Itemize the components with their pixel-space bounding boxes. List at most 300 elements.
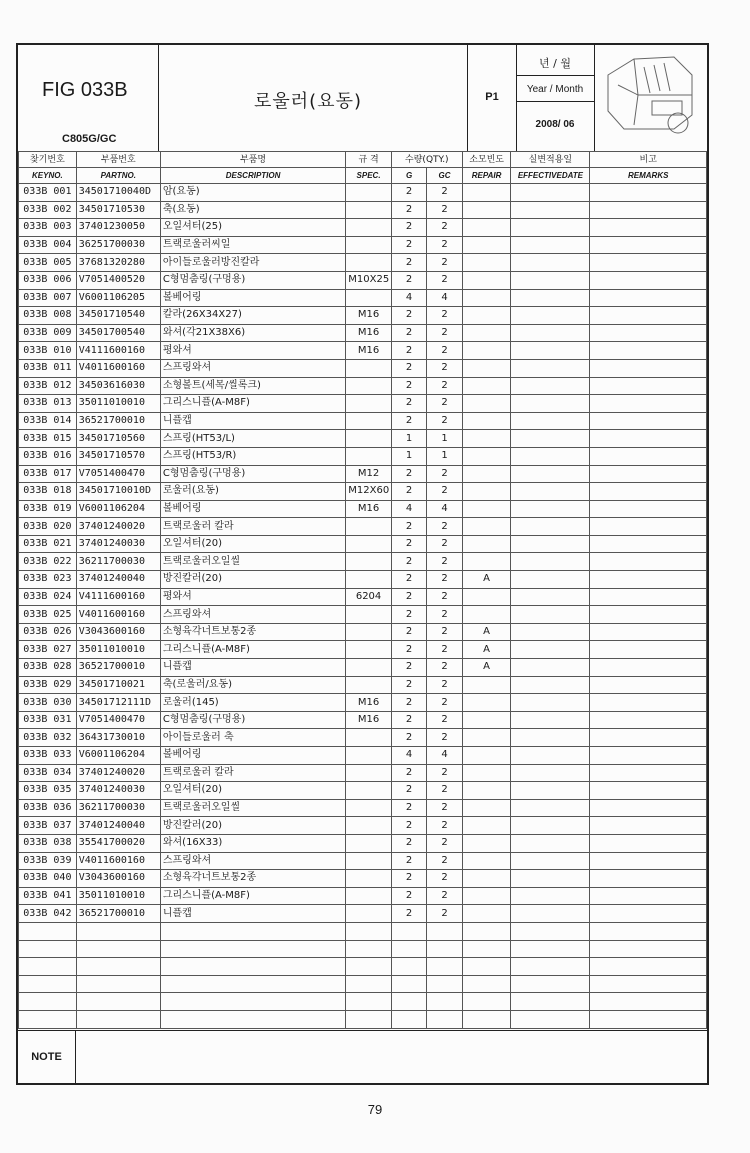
cell-effective-date [511, 465, 590, 483]
cell-spec: M16 [346, 694, 392, 712]
cell-part-no [76, 922, 160, 940]
key-prefix: 033B [23, 766, 48, 778]
cell-qty-gc: 2 [427, 694, 462, 712]
cell-key-no [19, 887, 77, 905]
cell-remarks [590, 271, 707, 289]
cell-repair [462, 676, 511, 694]
cell-part-no: V7051400470 [76, 711, 160, 729]
cell-key-no [19, 324, 77, 342]
cell-description: 그리스니플(A-M8F) [160, 887, 345, 905]
cell-description: 그리스니플(A-M8F) [160, 641, 345, 659]
cell-description: 니플캡 [160, 905, 345, 923]
cell-part-no: 36521700010 [76, 905, 160, 923]
cell-qty-gc: 2 [427, 184, 462, 202]
machine-illustration [594, 45, 709, 151]
cell-description [160, 922, 345, 940]
cell-qty-g: 4 [391, 289, 426, 307]
cell-part-no [76, 993, 160, 1011]
cell-qty-g: 2 [391, 606, 426, 624]
cell-description: 트랙로울러오일씰 [160, 799, 345, 817]
cell-qty-gc [427, 940, 462, 958]
key-number: 015 [53, 432, 72, 444]
cell-part-no: V6001106204 [76, 747, 160, 765]
cell-spec [346, 219, 392, 237]
key-number: 036 [53, 802, 72, 814]
cell-repair [462, 412, 511, 430]
key-prefix: 033B [23, 256, 48, 268]
cell-description: 와셔(16X33) [160, 834, 345, 852]
key-prefix: 033B [23, 239, 48, 251]
table-row [19, 535, 707, 553]
cell-part-no: 35011010010 [76, 887, 160, 905]
cell-key-no [19, 307, 77, 325]
cell-effective-date [511, 236, 590, 254]
key-prefix: 033B [23, 203, 48, 215]
cell-qty-g: 2 [391, 359, 426, 377]
col-remarks: REMARKS [590, 168, 707, 184]
table-row [19, 975, 707, 993]
cell-qty-g: 1 [391, 447, 426, 465]
cell-repair [462, 500, 511, 518]
cell-description: 오일셔터(20) [160, 782, 345, 800]
key-number: 041 [53, 890, 72, 902]
cell-qty-gc: 2 [427, 782, 462, 800]
key-number: 037 [53, 819, 72, 831]
parts-sheet [16, 43, 709, 1085]
cell-remarks [590, 852, 707, 870]
col-remarks-ko: 비고 [590, 152, 707, 168]
cell-qty-g: 2 [391, 483, 426, 501]
key-prefix: 033B [23, 872, 48, 884]
cell-qty-gc: 2 [427, 377, 462, 395]
cell-qty-gc: 2 [427, 817, 462, 835]
cell-part-no: 34501710010D [76, 483, 160, 501]
cell-remarks [590, 993, 707, 1011]
cell-repair [462, 887, 511, 905]
cell-key-no [19, 641, 77, 659]
key-prefix: 033B [23, 573, 48, 585]
cell-remarks [590, 483, 707, 501]
cell-effective-date [511, 975, 590, 993]
cell-description: 니플캡 [160, 412, 345, 430]
cell-part-no: 37401240040 [76, 571, 160, 589]
key-number: 032 [53, 731, 72, 743]
cell-description: 로울러(요동) [160, 483, 345, 501]
sheet-header [18, 45, 707, 152]
col-repair-ko: 소모빈도 [462, 152, 511, 168]
table-row [19, 289, 707, 307]
table-row [19, 483, 707, 501]
cell-qty-g: 4 [391, 747, 426, 765]
cell-qty-g: 2 [391, 342, 426, 360]
cell-spec [346, 184, 392, 202]
cell-part-no: 34501712111D [76, 694, 160, 712]
cell-repair [462, 694, 511, 712]
key-prefix: 033B [23, 344, 48, 356]
cell-remarks [590, 184, 707, 202]
year-month-ko: 년 / 월 [539, 57, 571, 70]
cell-effective-date [511, 905, 590, 923]
cell-key-no [19, 852, 77, 870]
cell-qty-g [391, 1010, 426, 1028]
cell-spec: M16 [346, 342, 392, 360]
cell-remarks [590, 236, 707, 254]
cell-part-no: V7051400520 [76, 271, 160, 289]
cell-spec [346, 747, 392, 765]
cell-part-no: 36211700030 [76, 553, 160, 571]
cell-repair [462, 483, 511, 501]
cell-effective-date [511, 447, 590, 465]
key-number: 039 [53, 854, 72, 866]
table-row [19, 817, 707, 835]
cell-description [160, 940, 345, 958]
cell-effective-date [511, 729, 590, 747]
cell-effective-date [511, 694, 590, 712]
key-prefix: 033B [23, 626, 48, 638]
cell-description: 스프링(HT53/L) [160, 430, 345, 448]
cell-remarks [590, 359, 707, 377]
key-prefix: 033B [23, 907, 48, 919]
cell-part-no: V3043600160 [76, 870, 160, 888]
cell-remarks [590, 342, 707, 360]
key-number: 024 [53, 590, 72, 602]
cell-qty-gc [427, 975, 462, 993]
cell-remarks [590, 324, 707, 342]
cell-description: 축(요동) [160, 201, 345, 219]
cell-key-no [19, 782, 77, 800]
cell-part-no: 37401240030 [76, 535, 160, 553]
cell-qty-gc: 2 [427, 483, 462, 501]
cell-qty-gc: 2 [427, 342, 462, 360]
cell-qty-g: 2 [391, 887, 426, 905]
cell-qty-g: 2 [391, 377, 426, 395]
cell-remarks [590, 764, 707, 782]
key-prefix: 033B [23, 186, 48, 198]
key-prefix: 033B [23, 538, 48, 550]
cell-repair [462, 588, 511, 606]
table-row [19, 747, 707, 765]
cell-remarks [590, 729, 707, 747]
cell-key-no [19, 377, 77, 395]
cell-qty-g: 2 [391, 711, 426, 729]
table-row [19, 694, 707, 712]
key-number: 002 [53, 203, 72, 215]
cell-description: 평와셔 [160, 588, 345, 606]
key-number: 013 [53, 397, 72, 409]
cell-key-no [19, 289, 77, 307]
cell-repair [462, 782, 511, 800]
table-row [19, 958, 707, 976]
cell-qty-gc: 2 [427, 219, 462, 237]
cell-qty-g: 2 [391, 817, 426, 835]
cell-key-no [19, 412, 77, 430]
note-row [18, 1030, 707, 1083]
year-month-en: Year / Month [526, 84, 584, 95]
cell-part-no: V4011600160 [76, 852, 160, 870]
cell-key-no [19, 764, 77, 782]
cell-qty-g: 2 [391, 676, 426, 694]
cell-spec: M12 [346, 465, 392, 483]
table-row [19, 940, 707, 958]
cell-qty-gc: 2 [427, 201, 462, 219]
cell-spec [346, 606, 392, 624]
cell-repair [462, 201, 511, 219]
cell-spec [346, 676, 392, 694]
table-row [19, 447, 707, 465]
cell-qty-g: 2 [391, 324, 426, 342]
cell-description: 스프링와셔 [160, 852, 345, 870]
key-number: 021 [53, 538, 72, 550]
cell-spec [346, 940, 392, 958]
cell-effective-date [511, 430, 590, 448]
cell-qty-gc: 2 [427, 571, 462, 589]
key-number: 030 [53, 696, 72, 708]
key-number: 001 [53, 186, 72, 198]
col-effective-ko: 실변적용일 [511, 152, 590, 168]
cell-qty-gc [427, 1010, 462, 1028]
cell-qty-g: 2 [391, 254, 426, 272]
key-prefix: 033B [23, 379, 48, 391]
cell-spec [346, 975, 392, 993]
table-row [19, 254, 707, 272]
col-qty-g: G [391, 168, 426, 184]
cell-effective-date [511, 412, 590, 430]
key-prefix: 033B [23, 696, 48, 708]
cell-description: 소형육각너트보통2종 [160, 870, 345, 888]
cell-repair [462, 940, 511, 958]
cell-part-no: 34503616030 [76, 377, 160, 395]
cell-description: 소형볼트(세목/씰록크) [160, 377, 345, 395]
key-number: 006 [53, 274, 72, 286]
cell-repair [462, 430, 511, 448]
cell-qty-gc [427, 993, 462, 1011]
cell-qty-g: 2 [391, 870, 426, 888]
cell-remarks [590, 395, 707, 413]
cell-spec [346, 834, 392, 852]
cell-qty-g: 2 [391, 588, 426, 606]
table-row [19, 588, 707, 606]
cell-spec: M16 [346, 324, 392, 342]
cell-spec [346, 289, 392, 307]
cell-effective-date [511, 940, 590, 958]
cell-remarks [590, 553, 707, 571]
cell-spec: M12X60 [346, 483, 392, 501]
cell-qty-g: 2 [391, 694, 426, 712]
table-row [19, 993, 707, 1011]
cell-description: 평와셔 [160, 342, 345, 360]
key-prefix: 033B [23, 678, 48, 690]
cell-repair [462, 535, 511, 553]
cell-part-no [76, 975, 160, 993]
cell-spec [346, 359, 392, 377]
col-effective: EFFECTIVEDATE [511, 168, 590, 184]
cell-part-no: 34501700540 [76, 324, 160, 342]
cell-qty-g: 2 [391, 729, 426, 747]
key-prefix: 033B [23, 608, 48, 620]
cell-key-no [19, 483, 77, 501]
cell-remarks [590, 289, 707, 307]
key-prefix: 033B [23, 291, 48, 303]
cell-remarks [590, 905, 707, 923]
parts-table [18, 151, 707, 1029]
cell-effective-date [511, 201, 590, 219]
cell-qty-g: 2 [391, 535, 426, 553]
cell-repair [462, 870, 511, 888]
cell-qty-gc: 2 [427, 236, 462, 254]
col-repair: REPAIR [462, 168, 511, 184]
cell-description: C형멈춤링(구멍용) [160, 271, 345, 289]
key-number: 009 [53, 327, 72, 339]
cell-description [160, 993, 345, 1011]
cell-part-no: 34501710040D [76, 184, 160, 202]
cell-description: 볼베어링 [160, 500, 345, 518]
cell-repair [462, 747, 511, 765]
cell-description: 아이들로울러방진칼라 [160, 254, 345, 272]
cell-remarks [590, 834, 707, 852]
cell-key-no [19, 465, 77, 483]
cell-qty-g: 2 [391, 852, 426, 870]
cell-spec [346, 201, 392, 219]
table-row [19, 377, 707, 395]
cell-spec [346, 447, 392, 465]
cell-key-no [19, 236, 77, 254]
key-prefix: 033B [23, 309, 48, 321]
cell-qty-g: 2 [391, 201, 426, 219]
table-row [19, 1010, 707, 1028]
cell-qty-gc: 2 [427, 711, 462, 729]
key-prefix: 033B [23, 502, 48, 514]
cell-key-no [19, 729, 77, 747]
cell-qty-gc: 2 [427, 905, 462, 923]
cell-repair [462, 395, 511, 413]
key-prefix: 033B [23, 731, 48, 743]
cell-part-no: V7051400470 [76, 465, 160, 483]
cell-description [160, 958, 345, 976]
table-row [19, 553, 707, 571]
key-number: 033 [53, 749, 72, 761]
cell-part-no: 34501710570 [76, 447, 160, 465]
cell-qty-gc: 4 [427, 747, 462, 765]
cell-part-no: 36521700010 [76, 412, 160, 430]
cell-spec [346, 659, 392, 677]
cell-spec [346, 1010, 392, 1028]
cell-qty-g: 2 [391, 782, 426, 800]
table-row [19, 184, 707, 202]
cell-effective-date [511, 377, 590, 395]
cell-description: 아이들로울러 축 [160, 729, 345, 747]
table-row [19, 359, 707, 377]
cell-qty-gc: 2 [427, 395, 462, 413]
cell-part-no [76, 1010, 160, 1028]
cell-repair [462, 711, 511, 729]
cell-qty-gc: 2 [427, 870, 462, 888]
cell-effective-date [511, 483, 590, 501]
col-partno-ko: 부품번호 [76, 152, 160, 168]
cell-key-no [19, 694, 77, 712]
cell-qty-g: 2 [391, 623, 426, 641]
cell-spec [346, 922, 392, 940]
cell-effective-date [511, 518, 590, 536]
cell-key-no [19, 676, 77, 694]
cell-part-no: V4111600160 [76, 342, 160, 360]
cell-remarks [590, 588, 707, 606]
cell-part-no: 34501710530 [76, 201, 160, 219]
cell-effective-date [511, 676, 590, 694]
cell-description: 스프링(HT53/R) [160, 447, 345, 465]
cell-part-no: 34501710560 [76, 430, 160, 448]
cell-key-no [19, 535, 77, 553]
cell-effective-date [511, 799, 590, 817]
cell-qty-gc: 2 [427, 659, 462, 677]
cell-effective-date [511, 553, 590, 571]
cell-repair: A [462, 571, 511, 589]
cell-key-no [19, 975, 77, 993]
cell-qty-gc: 2 [427, 359, 462, 377]
cell-repair [462, 553, 511, 571]
cell-qty-gc: 2 [427, 764, 462, 782]
cell-repair [462, 271, 511, 289]
cell-key-no [19, 359, 77, 377]
cell-remarks [590, 676, 707, 694]
cell-qty-g: 4 [391, 500, 426, 518]
cell-key-no [19, 623, 77, 641]
cell-effective-date [511, 184, 590, 202]
table-row [19, 324, 707, 342]
cell-repair [462, 958, 511, 976]
cell-description: 방진칼러(20) [160, 817, 345, 835]
cell-spec [346, 905, 392, 923]
cell-key-no [19, 958, 77, 976]
cell-key-no [19, 342, 77, 360]
cell-effective-date [511, 747, 590, 765]
key-number: 022 [53, 555, 72, 567]
cell-repair [462, 1010, 511, 1028]
cell-qty-gc: 2 [427, 412, 462, 430]
cell-description: 스프링와셔 [160, 359, 345, 377]
cell-description [160, 1010, 345, 1028]
table-row [19, 922, 707, 940]
cell-description: 소형육각너트보통2종 [160, 623, 345, 641]
cell-spec [346, 993, 392, 1011]
cell-part-no: 37401230050 [76, 219, 160, 237]
cell-remarks [590, 500, 707, 518]
cell-repair: A [462, 659, 511, 677]
revision-date: 2008/ 06 [535, 119, 575, 130]
cell-effective-date [511, 359, 590, 377]
table-row [19, 799, 707, 817]
key-prefix: 033B [23, 274, 48, 286]
cell-qty-gc [427, 958, 462, 976]
cell-remarks [590, 1010, 707, 1028]
cell-key-no [19, 201, 77, 219]
key-prefix: 033B [23, 415, 48, 427]
cell-effective-date [511, 219, 590, 237]
table-row [19, 852, 707, 870]
cell-description: 니플캡 [160, 659, 345, 677]
cell-qty-g: 2 [391, 271, 426, 289]
cell-part-no: 37401240030 [76, 782, 160, 800]
cell-repair [462, 307, 511, 325]
cell-remarks [590, 817, 707, 835]
cell-repair [462, 729, 511, 747]
cell-key-no [19, 430, 77, 448]
cell-spec [346, 553, 392, 571]
cell-key-no [19, 606, 77, 624]
cell-qty-gc: 1 [427, 447, 462, 465]
cell-effective-date [511, 606, 590, 624]
col-spec: SPEC. [346, 168, 392, 184]
cell-spec [346, 799, 392, 817]
